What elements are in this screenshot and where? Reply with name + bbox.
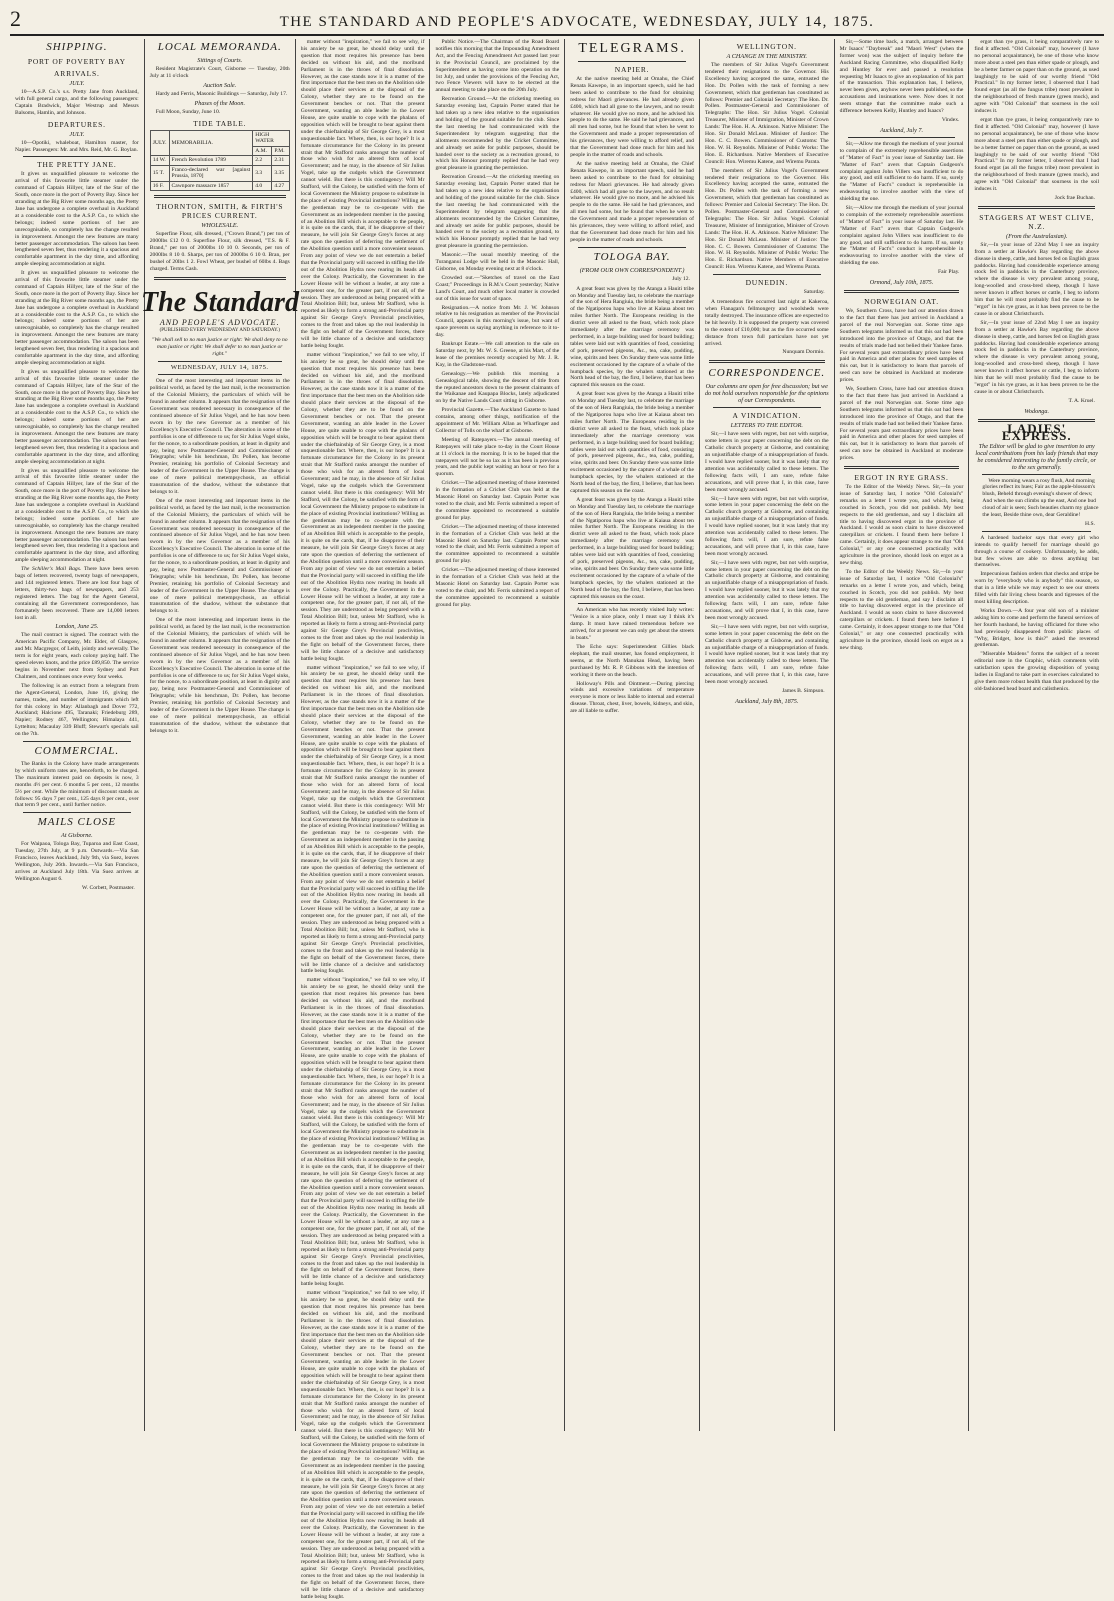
mails-close-text: For Waipaoa, Tologa Bay, Tuparoa and East Coast, Tuesday, 27th July, at 9 p.m. Outwards.—Via San Francisco, leaves Auckland, July 9th, via Suez, leaves Wellington, July 26th. Inwards.—Via San Francisco, arrives at Auckland July 18th. Via Suez arrives at Wellington August 6. [15,841,139,882]
departures-heading: DEPARTURES. [47,119,106,129]
tide-col-memorabilia: MEMORABILIA. [169,130,253,156]
divider [158,374,282,375]
vindication-text: Sir,—I have seen with regret, but not with surprise, some letters in your paper concerning the debt on the Catholic church property at Gisborne, and containing an unjustifiable charge of a misappropriation of funds. I would have replied sooner, but it was lately that my attention was accidentally called to these letters. The following facts will, I am sure, refute false accusations, and will prove that I, in this case, have been most wrongly accused. [704,431,829,493]
ergot-text: To the Editor of the Weekly News. Sir,—In your issue of Saturday last, I notice "Old Colonial's" remarks on a letter I wrote you, and which, being couched in Scotch, you did not publish. My best respects to the old gentleman, and say I disclaim all title to having discovered ergot in the province of Auckland. I would as soon claim to have discovered caterpillars or crickets. I found them here before I came. Certainly, it does appear strange to me that "Old Colonial," or any one connected practically with agriculture in the province, should look on ergot as a new thing. [839,484,964,566]
tide-cell: 14 W. [150,156,169,166]
divider [23,741,131,742]
letter-2-text-cont: Sir,—Allow me through the medium of your journal to complain of the extremely reprehensible assertions of "Matter of Fact" in your issue of Saturday last. He "Matter of Fact" avers that Captain Gudgeon's complaint against John Villers was insufficient to do any good, and still sufficient to do harm. If so, surely the "Matter of Fact's" conduct is reprehensible in endeavouring to involve another with the view of shielding the one. [839,205,964,267]
vindication-text-cont3: Sir,—I have seen with regret, but not with surprise, some letters in your paper concerning the debt on the Catholic church property at Gisborne, and containing an unjustifiable charge of a misappropriation of funds. I would have replied sooner, but it was lately that my attention was accidentally called to these letters. The following facts will, I am sure, refute false accusations, and will prove that I, in this case, have been most wrongly accused. [704,623,829,686]
editorial-continued-5: matter without "inspiration," we fail to see why, if his anxiety be so great, he should delay until the question that most requires his presence has been decided on without his aid, and the moribund Parliament is in the throes of final dissolution. However, as the case stands now it is a matter of the first importance that the best men on the Abolition side should place their services at the disposal of the Colony, whether they are to be found on the Government benches or not. That the present Government, wanting an able leader in the Lower House, are quite unable to cope with the phalanx of opposition which will be brought to bear against them under the chieftainship of Sir George Grey, is a most unquestionable fact. Where, then, is our hope? It is a fortunate circumstance for the Colony in its present strait that Mr Stafford ranks amongst the number of those who wish for an altered form of local Government; and he may, in the absence of Sir Julius Vogel, take up the cudgels which the Government cannot wield. But there is this contingency: Will Mr Stafford, will the Colony, be satisfied with the form of local Government the Ministry propose to substitute in the place of existing Provincial institutions? Willing as the gentleman may be to co-operate with the Government as an independent member in the passing of an Abolition Bill which is acceptable to the people, it is quite on the cards, that, if he disapprove of their measure, he will join Sir George Grey's forces at any rate upon the question of deferring the settlement of the Abolition question until a more convenient season. From any point of view we do not entertain a belief that the Provincial party will succeed in stifling the life out of the Abolition Hydra now rearing its heads all over the Colony. Practically, the Government in the Lower House will be without a leader, at any rate a competent one, for the greater part, if not all, of the session. They are understood as being prepared with a Total Abolition Bill; but, unless Mr Stafford, who is reported as likely to form a strong anti-Provincial party against Sir George Grey's Provincial proclivities, comes to the front and takes up the real leadership in the fight on behalf of the Government forces, there will be little chance of a decisive and satisfactory battle being fought. [300,1290,425,1600]
divider [978,206,1095,209]
column-7 [835,39,970,1431]
prices-heading: THORNTON, SMITH, & FIRTH'S PRICES CURRENT. [156,202,284,221]
poem-text: Were morning wears a rosy flush, And morning glories reflect its hues; Fair as the apple-blossom's blush, Beheld through evening's shower of dews; And when the sun climbs up the east, And one bud cloud of air is seen; Such beauties charm my glance the least, Beside thine own, dear Geraldine! [982,477,1099,519]
tologa-text-cont2: A great feast was given by the Atanga a Hauiti tribe on Monday and Tuesday last, to celebrate the marriage of the son of Hera Rangiuia, the bride being a member of the Ngatiporou hapu who live at Kaiaua about ten miles further North. The Europeans residing in the district were all asked to the feast, which took place immediately after the marriage ceremony was performed, in a large building used for board building; tables were laid out with quantities of food, consisting of pork, preserved pigeons, &c., tea, cake, pudding, wine, spirits and beer. On Sunday there was some little excitement occasioned by the capture of a whale of the humpback species, by the whalers stationed at the North head of the bay, the first, I believe, that has been captured this season on the coast. [570,496,694,600]
divider [154,195,286,198]
mails-close-at: At Gisborne. [61,832,93,840]
ergot-text-cont: To the Editor of the Weekly News. Sir,—In your issue of Saturday last, I notice "Old Colonial's" remarks on a letter I wrote you, and which, being couched in Scotch, you did not publish. My best respects to the old gentleman, and say I disclaim all title to having discovered ergot in the province of Auckland. I would as soon claim to have discovered caterpillars or crickets. I found them here before I came. Certainly, it does appear strange to me that "Old Colonial," or any one connected practically with agriculture in the province, should look on ergot as a new thing. [839,568,964,651]
napier-text: At the native meeting held at Omahu, the Chief Renata Kawepo, in an important speech, said he had been asked to contribute to the fund for obtaining redress for Maori grievances. He had already given £400, which had all gone to the lawyers, and no result whatever. He would give no more, and he advised his people to do the same. He said he had grievances, and all men had some, but he found that when he went to the Government and made a proper representation of his grievances, they were willing to afford relief, and that the Government had done much for him and his people in the matter of roads and schools. [570,76,694,158]
letter-1-place: Auckland, July 7. [880,126,924,134]
norwegian-oat-heading: NORWEGIAN OAT. [864,297,939,307]
mails-close-heading: MAILS CLOSE [37,816,117,829]
table-row [150,156,289,166]
letter-2-signature: Fair Play. [938,269,960,276]
correspondence-heading: CORRESPONDENCE. [708,367,826,380]
divider [848,137,956,138]
mails-heading: The Schiller's Mail Bags. There have been seven bags of letters recovered, twenty bags of newspapers, and 144 registered letters. There are lost four bags of letters, thirty-two bags of newspapers, and 253 registered letters. The bag for the Agent General, containing all the Government correspondence, has fortunately been recovered. There are 14,000 letters lost in all. [15,566,139,621]
editorial-continued-3: matter without "inspiration," we fail to see why, if his anxiety be so great, he should delay until the question that most requires his presence has been decided on without his aid, and the moribund Parliament is in the throes of final dissolution. However, as the case stands now it is a matter of the first importance that the best men on the Abolition side should place their services at the disposal of the Colony, whether they are to be found on the Government benches or not. That the present Government, wanting an able leader in the Lower House, are quite unable to cope with the phalanx of opposition which will be brought to bear against them under the chieftainship of Sir George Grey, is a most unquestionable fact. Where, then, is our hope? It is a fortunate circumstance for the Colony in its present strait that Mr Stafford ranks amongst the number of those who wish for an altered form of local Government; and he may, in the absence of Sir Julius Vogel, take up the cudgels which the Government cannot wield. But there is this contingency: Will Mr Stafford, will the Colony, be satisfied with the form of local Government the Ministry propose to substitute in the place of existing Provincial institutions? Willing as the gentleman may be to co-operate with the Government as an independent member in the passing of an Abolition Bill which is acceptable to the people, it is quite on the cards, that, if he disapprove of their measure, he will join Sir George Grey's forces at any rate upon the question of deferring the settlement of the Abolition question until a more convenient season. From any point of view we do not entertain a belief that the Provincial party will succeed in stifling the life out of the Abolition Hydra now rearing its heads all over the Colony. Practically, the Government in the Lower House will be without a leader, at any rate a competent one, for the greater part, if not all, of the session. They are understood as being prepared with a Total Abolition Bill; but, unless Mr Stafford, who is reported as likely to form a strong anti-Provincial party against Sir George Grey's Provincial proclivities, comes to the front and takes up the real leadership in the fight on behalf of the Government forces, there will be little chance of a decisive and satisfactory battle being fought. [300,664,425,975]
tide-cell: 15 T. [150,165,169,181]
ministry-text-cont: The members of Sir Julius Vogel's Government tendered their resignations to the Governor. His Excellency having accepted the same, entrusted the Hon. Dr. Pollen with the task of forming a new Government, which that gentleman has constituted as follows: Premier and Colonial Secretary: The Hon. Dr. Pollen. Postmaster-General and Commissioner of Telegraphs: The Hon. Sir Julius Vogel. Colonial Treasurer, Minister of Immigration, Minister of Crown Lands: The Hon. H. A. Atkinson. Native Minister: The Hon. Sir Donald McLean. Minister of Justice: The Hon. C. C. Bowen. Commissioner of Customs: The Hon. W. H. Reynolds. Minister of Public Works: The Hon. E. Richardson. Native Members of Executive Council: Hon. Wiremu Katene, and Wiremu Parata. [704,167,829,271]
echo-text: The Echo says: Superintendent Gillies black elephant, the mail steamer, has found employment, it seems, at the North Manukau Head, having been purchased by Mr. R. P. Gibbons with the intention of working it there on the beach. [570,643,694,678]
divider [154,277,286,280]
commercial-heading: COMMERCIAL. [34,745,120,758]
arrivals-month: JULY. [69,80,85,87]
departures-text: 10—Opotiki, whaleboat, Hamilton master, for Napier. Passengers: Mr. and Mrs. Reid, Mr. G. Boylan. [15,139,139,153]
masonic-notice: Masonic.—The usual monthly meeting of the Turanganui Lodge will be held in the Masonic Hall, Gisborne, on Monday evening next at 8 o'clock. [435,252,560,272]
provincial-gazette-notice: Provincial Gazette.—The Auckland Gazette to hand contains, among other things, notification of the appointment of Mr. William Allan as Wharfinger and Collector of Tolls on the wharf at Gisborne. [435,407,560,434]
cricket-notice-cont: Cricket.—The adjourned meeting of those interested in the formation of a Cricket Club was held at the Masonic Hotel on Saturday last. Captain Porter was voted to the chair, and Mr. Ferris submitted a report of the committee appointed to recommend a suitable ground for play. [435,523,560,565]
editorial-text: One of the most interesting and important items in the political world, as faced by the last mail, is the reconstruction of the Colonial Ministry, the particulars of which will be found in another column. It appears that the resignation of the Government was rendered necessary in consequence of the continued absence of Sir Julius Vogel, and he has now been sworn in by the new Governor as a member of his Excellency's Executive Council. The alteration in some of the portfolios is one of difference to us; for Sir Julius Vogel sinks, for the nonce, to a subordinate position, at least in dignity and pay, being now Postmaster-General and Commissioner of Telegraphs; while his henchman, Dr. Pollen, has become Premier, retaining his portfolio of Colonial Secretary and leader of the Government in the Upper House. The change is one of mere political metempsychosis, an official transmutation of the shadow, without the substance that belongs to it. [149,378,290,495]
arrivals-heading: ARRIVALS. [54,69,100,78]
tide-col-am: A.M. [253,146,272,156]
vindication-date: Auckland, July 8th, 1875. [735,697,799,705]
holloway-text: Holloway's Pills and Ointment.—During piercing winds and excessive variations of temperature everyone is more or less liable to internal and external disease. Throat, chest, liver, bowels, kidneys, and skin, are all liable to suffer. [570,680,694,715]
vindication-signature: James B. Simpson. [782,687,825,694]
vindication-text-cont2: Sir,—I have seen with regret, but not with surprise, some letters in your paper concerning the debt on the Catholic church property at Gisborne, and containing an unjustifiable charge of a misappropriation of funds. I would have replied sooner, but it was lately that my attention was accidentally called to these letters. The following facts will, I am sure, refute false accusations, and will prove that I, in this case, have been most wrongly accused. [704,559,829,621]
divider [844,466,960,469]
pretty-jane-text: It gives us unqualified pleasure to welcome the arrival of this favourite little steamer under the command of Captain Hillyer, late of the Star of the South, once more in the port of Poverty Bay. Since her stranding at the Big River some months ago, the Pretty Jane has undergone a complete overhaul in Auckland at a considerable cost to the A.S.P. Co., to which she belongs; indeed some portions of her are unrecognisable, so completely has the change resulted in improvement. Amongst the new features are many better passenger accommodation. The saloon has been lengthened seven feet, thus rendering it a spacious and comfortable apartment in the day time, and affording ample sleeping accommodation at night. [15,171,139,268]
tide-cell: French Revolution 1789 [169,156,253,166]
norwegian-oat-text-cont: We, Southern Cross, have had our attention drawn to the fact that there has just arrived in Auckland a parcel of the real Norwegian oat. Some time ago Southern telegrams informed us that this oat had been introduced into the province of Otago, and that the results of trials made had not belied their Yankee fame. For several years past extraordinary prices have been paid in America and other places for seed samples of this oat, but it is satisfactory to learn that parcels of seed can now be obtained in Auckland at moderate prices. [839,386,964,462]
masthead [10,6,1104,36]
tide-col-pm: P.M. [272,146,289,156]
tide-cell: 4.27 [272,181,289,191]
page-number: 2 [10,6,21,31]
column-5 [565,39,700,1431]
vindication-text-cont: Sir,—I have seen with regret, but not with surprise, some letters in your paper concerning the debt on the Catholic church property at Gisborne, and containing an unjustifiable charge of a misappropriation of funds. I would have replied sooner, but it was lately that my attention was accidentally called to these letters. The following facts will, I am sure, refute false accusations, and will prove that I, in this case, have been most wrongly accused. [704,495,829,557]
column-4 [430,39,565,1431]
paper-title: THE STANDARD AND PEOPLE'S ADVOCATE, WEDNESDAY, JULY 14, 1875. [279,14,875,30]
dunedin-heading: DUNEDIN. [745,278,789,288]
recreation-ground: Recreation Ground.—At the cricketing meeting on Saturday evening last, Captain Porter stated that he had taken up a new idea relative to the organisation and holding of the ground suitable for the club. Since the last meeting he had communicated with the Superintendent by telegram suggesting that the allotments recommended by the Cricket Committee, and already set aside for public purposes, should be handed over to the society as a recreation ground, to which his Honour promptly replied that he had very great pleasure in granting the permission. [435,96,560,172]
telegram-text: The following is an extract from a telegram from the Agent-General, London, June 16, giving the names, trades, and number of immigrants which left for this colony in May: Allanbagh and Dover 772, Auckland; Halcione 495, Taranaki; Friedeburg 289, Napier; Rodney 467, Wellington; Himalaya 441, Lyttelton; Macaulay 339 Bluff; Stewart's specials sail on the 7th. [15,682,139,738]
auction-text: Hardy and Ferris, Masonic Buildings — Saturday, July 17. [155,90,288,97]
tide-cell: Cawnpore massacre 1857 [169,181,253,191]
divider [982,474,1091,475]
column-8 [969,39,1104,1431]
editorial-dateline: WEDNESDAY, JULY 14, 1875. [170,363,269,371]
column-1 [10,39,145,1431]
column-3 [296,39,431,1600]
divider [23,812,131,813]
ergot-heading: ERGOT IN RYE GRASS. [854,473,949,483]
arrivals-text: 10—A.S.P. Co.'s s.s. Pretty Jane from Auckland, with full general cargo, and the following passengers: Captain Bradwick, Major Westrup and Messrs Balsoms, Hamlin, and Johnson. [15,89,139,116]
pretty-jane-text-cont2: It gives us unqualified pleasure to welcome the arrival of this favourite little steamer under the command of Captain Hillyer, late of the Star of the South, once more in the port of Poverty Bay. Since her stranding at the Big River some months ago, the Pretty Jane has undergone a complete overhaul in Auckland at a considerable cost to the A.S.P. Co., to which she belongs; indeed some portions of her are unrecognisable, so completely has the change resulted in improvement. Amongst the new features are many better passenger accommodation. The saloon has been lengthened seven feet, thus rendering it a spacious and comfortable apartment in the day time, and affording ample sleeping accommodation at night. [15,368,139,465]
london-dateline: London, June 25. [55,623,99,631]
wellington-heading: WELLINGTON. [736,42,797,51]
sittings-heading: Sittings of Courts. [197,57,243,64]
editorial-text-cont2: One of the most interesting and important items in the political world, as faced by the last mail, is the reconstruction of the Colonial Ministry, the particulars of which will be found in another column. It appears that the resignation of the Government was rendered necessary in consequence of the continued absence of Sir Julius Vogel, and he has now been sworn in by the new Governor as a member of his Excellency's Executive Council. The alteration in some of the portfolios is one of difference to us; for Sir Julius Vogel sinks, for the nonce, to a subordinate position, at least in dignity and pay, being now Postmaster-General and Commissioner of Telegraphs; while his henchman, Dr. Pollen, has become Premier, retaining his portfolio of Colonial Secretary and leader of the Government in the Upper House. The change is one of mere political metempsychosis, an official transmutation of the shadow, without the substance that belongs to it. [149,617,290,734]
recreation-ground-cont: Recreation Ground.—At the cricketing meeting on Saturday evening last, Captain Porter stated that he had taken up a new idea relative to the organisation and holding of the ground suitable for the club. Since the last meeting he had communicated with the Superintendent by telegram suggesting that the allotments recommended by the Cricket Committee, and already set aside for public purposes, should be handed over to the society as a recreation ground, to which his Honour promptly replied that he had very great pleasure in granting the permission. [435,174,560,250]
table-row [150,181,289,191]
napier-heading: NAPIER. [614,65,650,74]
norwegian-oat-text: We, Southern Cross, have had our attention drawn to the fact that there has just arrived in Auckland a parcel of the real Norwegian oat. Some time ago Southern telegrams informed us that this oat had been introduced into the province of Otago, and that the results of trials made had not belied their Yankee fame. For several years past extraordinary prices have been paid in America and other places for seed samples of this oat, but it is satisfactory to learn that parcels of seed can now be obtained in Auckland at moderate prices. [839,308,964,384]
ladies-express-note: The Editor will be glad to give insertion to any local contributions from his lady friends that may be considered interesting to the family circle, or to the sex generally. [975,442,1099,471]
crowded-out-notice: Crowded out.—"Sketches of travel on the East Coast;" Proceedings in R.M.'s Court yesterday; Native Land's Court, and much other local matter is crowded out of this issue for want of space. [435,274,560,302]
tologa-text-cont: A great feast was given by the Atanga a Hauiti tribe on Monday and Tuesday last, to celebrate the marriage of the son of Hera Rangiuia, the bride being a member of the Ngatiporou hapu who live at Kaiaua about ten miles further North. The Europeans residing in the district were all asked to the feast, which took place immediately after the marriage ceremony was performed, in a large building used for board building; tables were laid out with quantities of food, consisting of pork, preserved pigeons, &c., tea, cake, pudding, wine, spirits and beer. On Sunday there was some little excitement occasioned by the capture of a whale of the humpback species, by the whalers stationed at the North head of the bay, the first, I believe, that has been captured this season on the coast. [570,391,694,494]
dunedin-date: Saturday. [803,289,825,296]
column-2 [140,39,299,1431]
cricket-notice-cont2: Cricket.—The adjourned meeting of those interested in the formation of a Cricket Club was held at the Masonic Hotel on Saturday last. Captain Porter was voted to the chair, and Mr. Ferris submitted a report of the committee appointed to recommend a suitable ground for play. [435,567,560,608]
auction-heading: Auction Sale. [203,81,237,89]
editorial-continued-2: matter without "inspiration," we fail to see why, if his anxiety be so great, he should delay until the question that most requires his presence has been decided on without his aid, and the moribund Parliament is in the throes of final dissolution. However, as the case stands now it is a matter of the first importance that the best men on the Abolition side should place their services at the disposal of the Colony, whether they are to be found on the Government benches or not. That the present Government, wanting an able leader in the Lower House, are quite unable to cope with the phalanx of opposition which will be brought to bear against them under the chieftainship of Sir George Grey, is a most unquestionable fact. Where, then, is our hope? It is a fortunate circumstance for the Colony in its present strait that Mr Stafford ranks amongst the number of those who wish for an altered form of local Government; and he may, in the absence of Sir Julius Vogel, take up the cudgels which the Government cannot wield. But there is this contingency: Will Mr Stafford, will the Colony, be satisfied with the form of local Government the Ministry propose to substitute in the place of existing Provincial institutions? Willing as the gentleman may be to co-operate with the Government as an independent member in the passing of an Abolition Bill which is acceptable to the people, it is quite on the cards, that, if he disapprove of their measure, he will join Sir George Grey's forces at any rate upon the question of deferring the settlement of the Abolition question until a more convenient season. From any point of view we do not entertain a belief that the Provincial party will succeed in stifling the life out of the Abolition Hydra now rearing its heads all over the Colony. Practically, the Government in the Lower House will be without a leader, at any rate a competent one, for the greater part, if not all, of the session. They are understood as being prepared with a Total Abolition Bill; but, unless Mr Stafford, who is reported as likely to form a strong anti-Provincial party against Sir George Grey's Provincial proclivities, comes to the front and takes up the real leadership in the fight on behalf of the Government forces, there will be little chance of a decisive and satisfactory battle being fought. [300,351,425,662]
maidens-text: "Miserable Maidens" forms the subject of a recent editorial note in the Graphic, which comments with satisfaction upon the growing disposition of young ladies in England to take part in exercises calculated to give them more robust health than that produced by the old-fashioned head board and calisthenics. [974,651,1099,692]
tide-heading: TIDE TABLE. [193,118,247,128]
ministry-heading: A CHANGE IN THE MINISTRY. [726,53,808,60]
pretty-jane-text-cont3: It gives us unqualified pleasure to welcome the arrival of this favourite little steamer under the command of Captain Hillyer, late of the Star of the South, once more in the port of Poverty Bay. Since her stranding at the Big River some months ago, the Pretty Jane has undergone a complete overhaul in Auckland at a considerable cost to the A.S.P. Co., to which she belongs; indeed some portions of her are unrecognisable, so completely has the change resulted in improvement. Amongst the new features are many better passenger accommodation. The saloon has been lengthened seven feet, thus rendering it a spacious and comfortable apartment in the day time, and affording ample sleeping accommodation at night. [15,467,139,564]
tologa-text: A great feast was given by the Atanga a Hauiti tribe on Monday and Tuesday last, to celebrate the marriage of the son of Hera Rangiuia, the bride being a member of the Ngatiporou hapu who live at Kaiaua about ten miles further North. The Europeans residing in the district were all asked to the feast, which took place immediately after the marriage ceremony was performed, in a large building used for board building; tables were laid out with quantities of food, consisting of pork, preserved pigeons, &c., tea, cake, pudding, wine, spirits and beer. On Sunday there was some little excitement occasioned by the capture of a whale of the humpback species, by the whalers stationed at the North head of the bay, the first, I believe, that has been captured this season on the coast. [570,285,694,389]
port-heading: PORT OF POVERTY BAY [27,57,126,66]
staggers-heading: STAGGERS AT WEST CLIVE, N.Z. [979,212,1095,231]
letter-2-place: Ormond, July 10th, 1875. [869,279,934,287]
ratepayers-notice: Meeting of Ratepayers.—The annual meeting of Ratepayers will take place to-day in the Court House at 11 o'clock in the morning. It is to be hoped that the ratepayers will not be so lax as it has been in previous years, and the public kept waiting an hour or two for a quorum. [435,436,560,478]
column-6 [700,39,835,1431]
napier-text-cont: At the native meeting held at Omahu, the Chief Renata Kawepo, in an important speech, said he had been asked to contribute to the fund for obtaining redress for Maori grievances. He had already given £400, which had all gone to the lawyers, and no result whatever. He would give no more, and he advised his people to do the same. He said he had grievances, and all men had some, but he found that when he went to the Government and made a proper representation of his grievances, they were willing to afford relief, and that the Government had done much for him and his people in the matter of roads and schools. [570,160,694,243]
tide-col-month: JULY. [150,130,169,156]
staggers-text-cont: Sir,—In your issue of 22nd May I see an inquiry from a settler at Hawke's Bay regarding the above disease in sheep, cattle, and horses fed on English grass paddocks. Having had considerable experience among stock fed in paddocks in the Canterbury province, where the disease is very prevalent among young, long-woolled and cross-bred sheep, though I have never known it affect horses or cattle, I beg to inform him that he will most probably find the cause to be "ergot" in his rye grass, as it has been proven to be the cause in or about Christchurch. [974,319,1099,395]
american-text: An American who has recently visited Italy writes: "Venice is a nice place, only I must say I think it's damp. It must have rained tremendous before we arrived, for at present we can only get about the streets in boats." [570,607,694,642]
vindication-subheading: LETTERS TO THE EDITOR. [730,422,803,430]
editorial-text-cont: One of the most interesting and important items in the political world, as faced by the last mail, is the reconstruction of the Colonial Ministry, the particulars of which will be found in another column. It appears that the resignation of the Government was rendered necessary in consequence of the continued absence of Sir Julius Vogel, and he has now been sworn in by the new Governor as a member of his Excellency's Executive Council. The alteration in some of the portfolios is one of difference to us; for Sir Julius Vogel sinks, for the nonce, to a subordinate position, at least in dignity and pay, being now Postmaster-General and Commissioner of Telegraphs; while his henchman, Dr. Pollen, has become Premier, retaining his portfolio of Colonial Secretary and leader of the Government in the Upper House. The change is one of mere political metempsychosis, an official transmutation of the shadow, without the substance that belongs to it. [149,497,290,615]
divider [713,274,821,275]
bachelor-text: A hardened bachelor says that every girl who intends to qualify herself for marriage should go through a course of cookery. Unfortunately, he adds, but few wives are able to dress anything but themselves. [974,534,1099,569]
staggers-signature: T. A. Kruel. [1068,397,1095,404]
tide-table [150,130,290,192]
columns [10,39,1104,1600]
ergot-continued-2: ergot than rye grass, it being comparatively rare to find it affected. "Old Colonial" may, however (I have no personal acquaintance), be one of those who know more about a steel pen than either spade or plough, and be a better farmer on paper than on the ground, as used laughingly to be said of our worthy friend "Old Practical." In my former letter, I observed that I had found ergot (as all the fungus tribe) most prevalent in the neighbourhood of fresh manure (green muck), and agree with "Old Colonial" that sourness in the soil induces it. [974,116,1099,193]
telegrams-heading: TELEGRAMS. [578,41,686,56]
commercial-text: The Banks in the Colony have made arrangements by which uniform rates are, henceforth, to be charged. The maximum interest paid on deposits is now, 3 months 4½ per cent. 6 months 5 per cent., 12 months 5½ per cent. While the minimum of discount stands as follows: 95 days 7 per cent., 125 days 8 per cent., over that term 9 per cent., until further notice. [15,761,139,809]
letter-1-signature: Vindex. [941,116,960,123]
london-text: The mail contract is signed. The contract with the American Pacific Company, Mr. Elder, of Glasgow, and Mr. Macgregor, of Leith, jointly and severally. The term is for eight years, each colony paying half. The speed eleven knots, and the price £89,850. The service begins in November next from Sydney and Port Chalmers, and continues once every four weeks. [15,632,139,680]
dunedin-text: A tremendous fire occurred last night at Kakeroa, when Flanagan's fellmongery and woolsheds were totally destroyed. The insurance offices are expected to be hit heavily. It is supposed the property was covered to the extent of £10,000; but as the fire occurred some distance from town full particulars have not yet arrived. [704,299,829,347]
pretty-jane-heading: THE PRETTY JANE. [37,160,117,170]
staggers-place: Wodonga. [1024,407,1050,415]
vindication-heading: A VINDICATION. [732,411,802,421]
tide-col-group: HIGH WATER [253,130,290,146]
logo-subtitle: AND PEOPLE'S ADVOCATE. [159,317,280,327]
departures-month: JULY. [69,130,85,138]
staggers-subheading: (From the Australasian). [1006,232,1068,240]
letter-1-text: Sir,—Some time back, a match, arranged between Mr Isaacs' "Daybreak" and "Maori West" (when the former won) was the subject of inquiry before the Auckland Racing Committee, who disqualified Kelly and Huntley for ever and passed a resolution requesting Mr Isaacs to give an explanation of his part of the transaction. This explanation has, I believe, never been given, anyhow never been published, so the accusations and insinuations were. Now does it not seem strange that the committee make such a difference between Kelly, Huntley and Isaacs? [839,39,964,115]
local-memoranda-heading: LOCAL MEMORANDA. [157,41,282,53]
tide-cell: 3.35 [272,165,289,181]
letter-2-text: Sir,—Allow me through the medium of your journal to complain of the extremely reprehensible assertions of "Matter of Fact" in your issue of Saturday last. He "Matter of Fact" avers that Captain Gudgeon's complaint against John Villers was insufficient to do any good, and still sufficient to do harm. If so, surely the "Matter of Fact's" conduct is reprehensible in endeavouring to involve another with the view of shielding the one. [839,140,964,203]
divider [709,360,825,363]
tide-cell: 2.2 [253,156,272,166]
public-notice: Public Notice.—The Chairman of the Road Board notifies this morning that the Impounding Amendment Act, and the Fencing Amendment Act passed last year in the Provincial Council, are proclaimed by the Superintendent as having come into operation on the 1st July, and under the provisions of the Fencing Act, two Fence Viewers will have to be elected at the annual meeting to take place on the 20th July. [435,39,560,94]
tide-cell: 4.0 [253,181,272,191]
divider [844,290,960,293]
staggers-text: Sir,—In your issue of 22nd May I see an inquiry from a settler at Hawke's Bay regarding the above disease in sheep, cattle, and horses fed on English grass paddocks. Having had considerable experience among stock fed in paddocks in the Canterbury province, where the disease is very prevalent among young, long-woolled and cross-bred sheep, though I have never known it affect horses or cattle, I beg to inform him that he will most probably find the cause to be "ergot" in his rye grass, as it has been proven to be the cause in or about Christchurch. [974,241,1099,317]
bankrupt-estate-notice: Bankrupt Estate.—We call attention to the sale on Saturday next, by Mr. W. S. Greene, at his Mart, of the lease of the premises recently occupied by Mr. J. R. Kay, in the Gladstone-road. [435,341,560,368]
works-text: Works Down.—A four year old son of a minister asking him to come and perform the funeral services of her fourth husband, he having officiated for three who had previously disappeared from public places of "Why, Bridget, how is this?" asked the reverend gentleman. [974,607,1099,649]
dunedin-signature: Nunquam Dormio. [782,349,825,356]
editorial-continued: matter without "inspiration," we fail to see why, if his anxiety be so great, he should delay until the question that most requires his presence has been decided on without his aid, and the moribund Parliament is in the throes of final dissolution. However, as the case stands now it is a matter of the first importance that the best men on the Abolition side should place their services at the disposal of the Colony, whether they are to be found on the Government benches or not. That the present Government, wanting an able leader in the Lower House, are quite unable to cope with the phalanx of opposition which will be brought to bear against them under the chieftainship of Sir George Grey, is a most unquestionable fact. Where, then, is our hope? It is a fortunate circumstance for the Colony in its present strait that Mr Stafford ranks amongst the number of those who wish for an altered form of local Government; and he may, in the absence of Sir Julius Vogel, take up the cudgels which the Government cannot wield. But there is this contingency: Will Mr Stafford, will the Colony, be satisfied with the form of local Government the Ministry propose to substitute in the place of existing Provincial institutions? Willing as the gentleman may be to co-operate with the Government as an independent member in the passing of an Abolition Bill which is acceptable to the people, it is quite on the cards, that, if he disapprove of their measure, he will join Sir George Grey's forces at any rate upon the question of deferring the settlement of the Abolition question until a more convenient season. From any point of view we do not entertain a belief that the Provincial party will succeed in stifling the life out of the Abolition Hydra now rearing its heads all over the Colony. Practically, the Government in the Lower House will be without a leader, at any rate a competent one, for the greater part, if not all, of the session. They are understood as being prepared with a Total Abolition Bill; but, unless Mr Stafford, who is reported as likely to form a strong anti-Provincial party against Sir George Grey's Provincial proclivities, comes to the front and takes up the real leadership in the fight on behalf of the Government forces, there will be little chance of a decisive and satisfactory battle being fought. [300,39,425,349]
tide-cell: 16 F. [150,181,169,191]
logo-note: (PUBLISHED EVERY WEDNESDAY AND SATURDAY.) [159,327,280,333]
correspondence-note: Our columns are open for free discussion; but we do not hold ourselves responsible for the opinions of our Correspondents. [704,383,829,405]
motto: "We shall sell to no man justice or right: We shall deny to no man justice or right: We shall defer to no man justice or right." [151,336,288,357]
tologa-subheading: (FROM OUR OWN CORRESPONDENT.) [579,266,685,274]
moon-text: Full Moon, Sunday, June 10. [155,108,221,115]
tide-cell: 2.31 [272,156,289,166]
ministry-text: The members of Sir Julius Vogel's Government tendered their resignations to the Governor. His Excellency having accepted the same, entrusted the Hon. Dr. Pollen with the task of forming a new Government, which that gentleman has constituted as follows: Premier and Colonial Secretary: The Hon. Dr. Pollen. Postmaster-General and Commissioner of Telegraphs: The Hon. Sir Julius Vogel. Colonial Treasurer, Minister of Immigration, Minister of Crown Lands: The Hon. H. A. Atkinson. Native Minister: The Hon. Sir Donald McLean. Minister of Justice: The Hon. C. C. Bowen. Commissioner of Customs: The Hon. W. H. Reynolds. Minister of Public Works: The Hon. E. Richardson. Native Members of Executive Council: Hon. Wiremu Katene, and Wiremu Parata. [704,62,829,165]
cricket-notice: Cricket.—The adjourned meeting of those interested in the formation of a Cricket Club was held at the Masonic Hotel on Saturday last. Captain Porter was voted to the chair, and Mr. Ferris submitted a report of the committee appointed to recommend a suitable ground for play. [435,480,560,521]
sittings-text: Resident Magistrate's Court, Gisborne — Tuesday, 20th July at 11 o'clock [149,66,290,79]
shipping-heading: SHIPPING. [46,41,108,53]
divider [158,361,282,362]
table-row [150,165,289,181]
standard-logo-icon [140,284,299,318]
resignation-notice: Resignation.—A notice from Mr. J. W. Johnson relative to his resignation as member of the Provincial Council, appears in this morning's issue, but want of space prevents us saying anything in reference to it to-day. [435,304,560,339]
wholesale-heading: WHOLESALE. [201,222,239,230]
ergot-signature: Jock frae Buchan. [1054,194,1095,201]
impecunious-text: Impecunious fashion orders that checks and stripe be worn by "everybody who is anybody" this season, so that in a little while we may expect to see our streets filled with fair living chess boards and tigresses of the most killing description. [974,571,1099,605]
tologa-date: July 12. [672,275,690,282]
poem-signature: H.S. [1085,520,1095,527]
divider [578,247,686,248]
tide-cell: 3.3 [253,165,272,181]
tide-cell: Franco-declared war [against Prussia, 1870] [169,165,253,181]
ergot-continued: ergot than rye grass, it being comparatively rare to find it affected. "Old Colonial" may, however (I have no personal acquaintance), be one of those who know more about a steel pen than either spade or plough, and be a better farmer on paper than on the ground, as used laughingly to be said of our worthy friend "Old Practical." In my former letter, I observed that I had found ergot (as all the fungus tribe) most prevalent in the neighbourhood of fresh manure (green muck), and agree with "Old Colonial" that sourness in the soil induces it. [974,39,1099,115]
moon-heading: Phases of the Moon. [194,99,245,107]
ladies-express-heading: LADIES' EXPRESS. [1001,420,1072,443]
tologa-heading: TOLOGA BAY. [593,250,671,263]
mails-close-signature: W. Corbett, Postmaster. [81,884,135,891]
logo-title: The Standard [140,286,299,318]
divider [713,407,821,408]
standard-logo [140,284,299,318]
divider [982,531,1091,532]
divider [23,156,131,157]
prices-text: Superfine Flour, silk dressed, ("Crown Brand,") per ton of 2000lbs £12 0 0. Superfine Flour, silk dressed, "T.S. & F. Brand," per ton of 2000lbs 10 10 0. Seconds, per ton of 2000lbs 8 10 0. Sharps, per ton of 2000lbs 6 10 0. Bran, per bushel of 20lbs 1 2. Fowl Wheat, per bushel of 60lbs 4. Bags charged. Terms Cash. [149,231,290,272]
editorial-continued-4: matter without "inspiration," we fail to see why, if his anxiety be so great, he should delay until the question that most requires his presence has been decided on without his aid, and the moribund Parliament is in the throes of final dissolution. However, as the case stands now it is a matter of the first importance that the best men on the Abolition side should place their services at the disposal of the Colony, whether they are to be found on the Government benches or not. That the present Government, wanting an able leader in the Lower House, are quite unable to cope with the phalanx of opposition which will be brought to bear against them under the chieftainship of Sir George Grey, is a most unquestionable fact. Where, then, is our hope? It is a fortunate circumstance for the Colony in its present strait that Mr Stafford ranks amongst the number of those who wish for an altered form of local Government; and he may, in the absence of Sir Julius Vogel, take up the cudgels which the Government cannot wield. But there is this contingency: Will Mr Stafford, will the Colony, be satisfied with the form of local Government the Ministry propose to substitute in the place of existing Provincial institutions? Willing as the gentleman may be to co-operate with the Government as an independent member in the passing of an Abolition Bill which is acceptable to the people, it is quite on the cards, that, if he disapprove of their measure, he will join Sir George Grey's forces at any rate upon the question of deferring the settlement of the Abolition question until a more convenient season. From any point of view we do not entertain a belief that the Provincial party will succeed in stifling the life out of the Abolition Hydra now rearing its heads all over the Colony. Practically, the Government in the Lower House will be without a leader, at any rate a competent one, for the greater part, if not all, of the session. They are understood as being prepared with a Total Abolition Bill; but, unless Mr Stafford, who is reported as likely to form a strong anti-Provincial party against Sir George Grey's Provincial proclivities, comes to the front and takes up the real leadership in the fight on behalf of the Government forces, there will be little chance of a decisive and satisfactory battle being fought. [300,977,425,1288]
divider [578,61,686,62]
pretty-jane-text-cont: It gives us unqualified pleasure to welcome the arrival of this favourite little steamer under the command of Captain Hillyer, late of the Star of the South, once more in the port of Poverty Bay. Since her stranding at the Big River some months ago, the Pretty Jane has undergone a complete overhaul in Auckland at a considerable cost to the A.S.P. Co., to which she belongs; indeed some portions of her are unrecognisable, so completely has the change resulted in improvement. Amongst the new features are many better passenger accommodation. The saloon has been lengthened seven feet, thus rendering it a spacious and comfortable apartment in the day time, and affording ample sleeping accommodation at night. [15,270,139,366]
divider [578,603,686,604]
genealogy-notice: Genealogy.—We publish this morning a Genealogical table, showing the descent of title from the reputed ancestors down to the present claimants of the Waikanae and Kaupapa Blocks, lately adjudicated on by the Native Lands Court sitting in Gisborne. [435,370,560,405]
